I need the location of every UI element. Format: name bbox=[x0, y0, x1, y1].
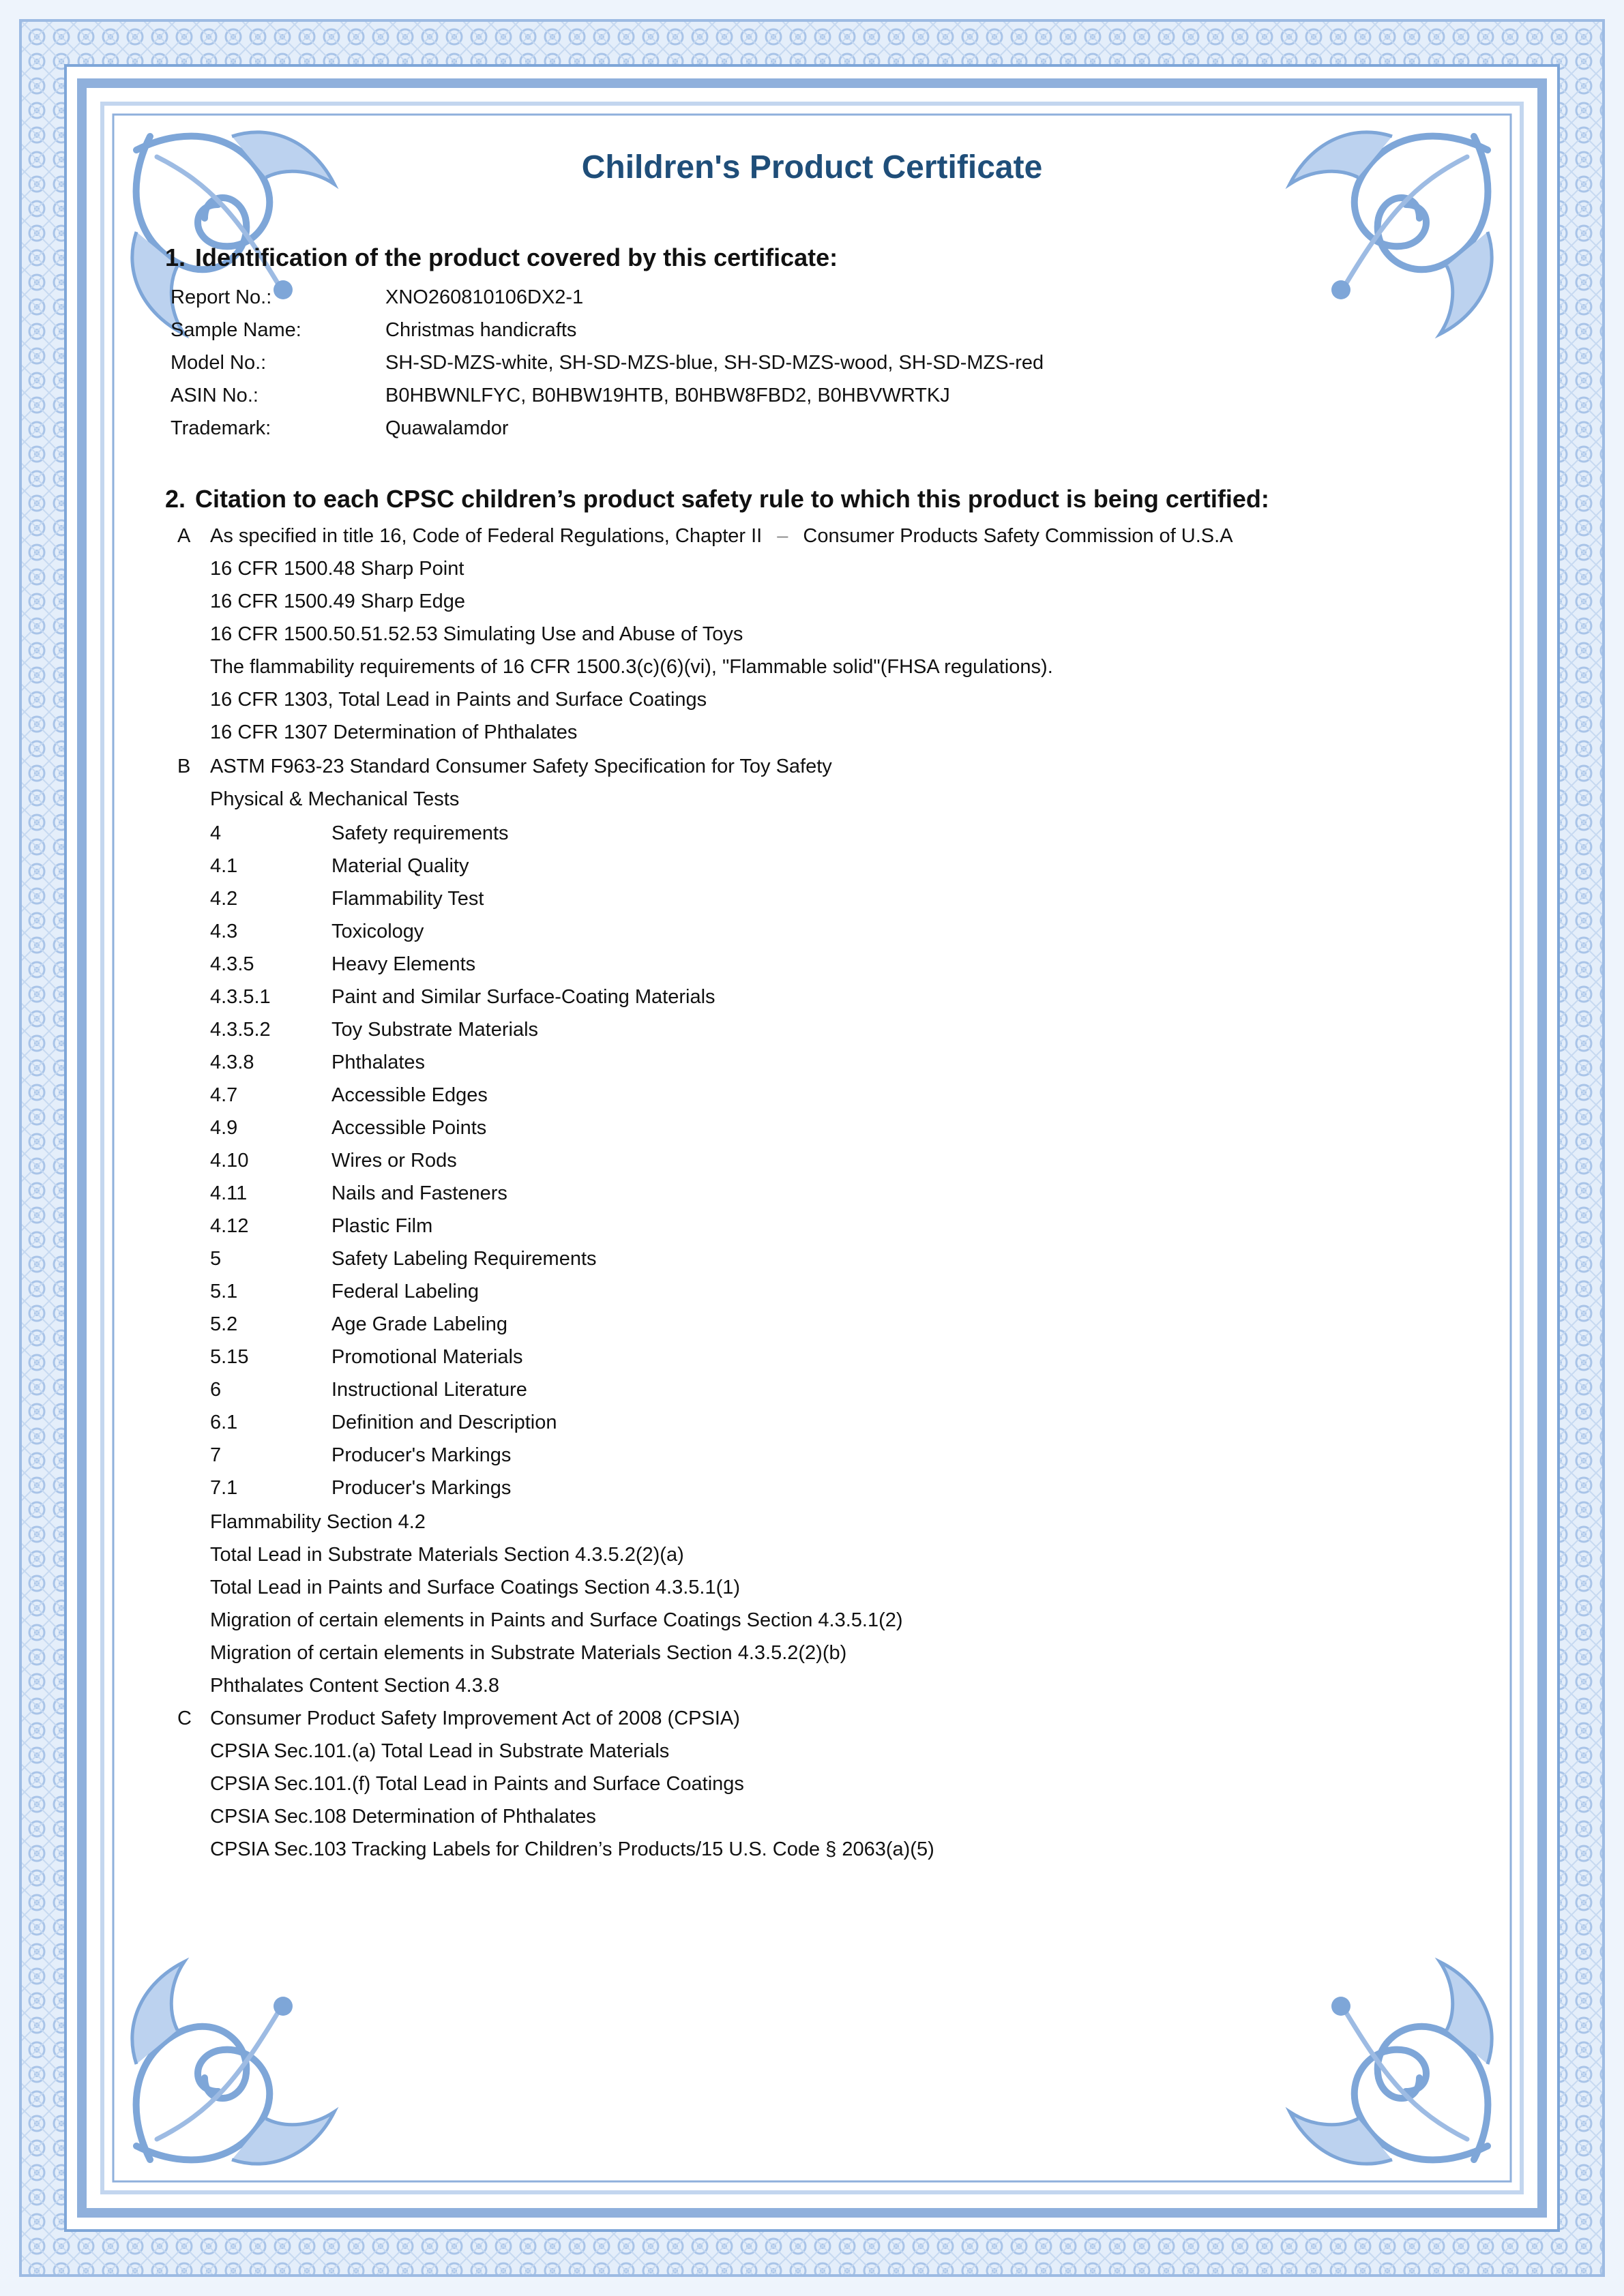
clause-number: 4 bbox=[210, 822, 222, 844]
citation-b-lead: ASTM F963-23 Standard Consumer Safety Specification for Toy Safety bbox=[210, 756, 832, 777]
clause-number: 4.1 bbox=[210, 855, 238, 877]
clause-number: 4.2 bbox=[210, 888, 238, 910]
citation-a-lead-tail: Consumer Products Safety Commission of U.S.A bbox=[803, 525, 1233, 547]
clause-title: Phthalates bbox=[331, 1052, 426, 1073]
clause-number: 5.15 bbox=[210, 1346, 249, 1368]
citation-b-line: Total Lead in Paints and Surface Coatings Section 4.3.5.1(1) bbox=[210, 1577, 741, 1598]
citation-c-line: CPSIA Sec.101.(f) Total Lead in Paints and Surface Coatings bbox=[210, 1773, 744, 1795]
clause-title: Toxicology bbox=[331, 921, 424, 942]
clause-title: Toy Substrate Materials bbox=[331, 1019, 539, 1041]
field-value: Christmas handicrafts bbox=[385, 319, 577, 341]
clause-title: Safety requirements bbox=[331, 822, 509, 844]
citation-b-line: Phthalates Content Section 4.3.8 bbox=[210, 1675, 500, 1697]
citation-c-line: CPSIA Sec.108 Determination of Phthalates bbox=[210, 1806, 596, 1828]
clause-number: 4.3 bbox=[210, 921, 238, 942]
citation-b-subheading: Physical & Mechanical Tests bbox=[210, 788, 460, 810]
clause-title: Definition and Description bbox=[331, 1412, 557, 1433]
clause-number: 4.12 bbox=[210, 1215, 249, 1237]
clause-number: 5.2 bbox=[210, 1313, 238, 1335]
citation-c-line: CPSIA Sec.101.(a) Total Lead in Substrate Materials bbox=[210, 1740, 670, 1762]
citation-a-line: 16 CFR 1500.48 Sharp Point bbox=[210, 558, 464, 580]
clause-number: 5.1 bbox=[210, 1281, 238, 1302]
field-label: ASIN No.: bbox=[171, 385, 259, 406]
citation-a-line: 16 CFR 1500.49 Sharp Edge bbox=[210, 591, 466, 612]
clause-title: Paint and Similar Surface-Coating Materials bbox=[331, 986, 715, 1008]
clause-title: Federal Labeling bbox=[331, 1281, 479, 1302]
citation-letter-c: C bbox=[177, 1708, 192, 1729]
citation-letter-b: B bbox=[177, 756, 191, 777]
field-label: Report No.: bbox=[171, 286, 272, 308]
clause-number: 4.7 bbox=[210, 1084, 238, 1106]
clause-title: Accessible Edges bbox=[331, 1084, 488, 1106]
citation-a-dash: – bbox=[777, 525, 788, 547]
field-value: Quawalamdor bbox=[385, 417, 509, 439]
clause-title: Producer's Markings bbox=[331, 1444, 512, 1466]
clause-title: Nails and Fasteners bbox=[331, 1182, 507, 1204]
field-label: Model No.: bbox=[171, 352, 267, 374]
field-value: B0HBWNLFYC, B0HBW19HTB, B0HBW8FBD2, B0HBVWRTKJ bbox=[385, 385, 950, 406]
citation-b-line: Migration of certain elements in Substrate Materials Section 4.3.5.2(2)(b) bbox=[210, 1642, 847, 1664]
section-1-heading bbox=[165, 243, 838, 272]
clause-title: Accessible Points bbox=[331, 1117, 487, 1139]
clause-number: 4.10 bbox=[210, 1150, 249, 1172]
clause-number: 7 bbox=[210, 1444, 222, 1466]
field-value: XNO260810106DX2-1 bbox=[385, 286, 584, 308]
citation-letter-a: A bbox=[177, 525, 191, 547]
citation-a-lead bbox=[210, 525, 1233, 548]
clause-number: 4.3.5 bbox=[210, 953, 254, 975]
clause-title: Producer's Markings bbox=[331, 1477, 512, 1499]
section-2-title: Citation to each CPSC children’s product safety rule to which this product is being certified: bbox=[195, 485, 1269, 513]
citation-a-lead-text: As specified in title 16, Code of Federal Regulations, Chapter II bbox=[210, 525, 763, 547]
citation-a-line: 16 CFR 1303, Total Lead in Paints and Surface Coatings bbox=[210, 689, 707, 711]
clause-title: Plastic Film bbox=[331, 1215, 433, 1237]
citation-b-line: Migration of certain elements in Paints and Surface Coatings Section 4.3.5.1(2) bbox=[210, 1609, 903, 1631]
citation-a-line: 16 CFR 1307 Determination of Phthalates bbox=[210, 721, 578, 743]
clause-number: 4.11 bbox=[210, 1182, 248, 1204]
clause-title: Wires or Rods bbox=[331, 1150, 457, 1172]
clause-title: Age Grade Labeling bbox=[331, 1313, 507, 1335]
field-label: Sample Name: bbox=[171, 319, 301, 341]
section-2-heading bbox=[165, 485, 1269, 513]
citation-c-lead: Consumer Product Safety Improvement Act of 2008 (CPSIA) bbox=[210, 1708, 740, 1729]
citation-b-line: Total Lead in Substrate Materials Section 4.3.5.2(2)(a) bbox=[210, 1544, 684, 1566]
clause-title: Material Quality bbox=[331, 855, 469, 877]
field-label: Trademark: bbox=[171, 417, 271, 439]
clause-number: 4.3.5.1 bbox=[210, 986, 271, 1008]
certificate-title: Children's Product Certificate bbox=[581, 149, 1043, 185]
citation-a-line: 16 CFR 1500.50.51.52.53 Simulating Use and Abuse of Toys bbox=[210, 623, 743, 645]
clause-number: 6.1 bbox=[210, 1412, 238, 1433]
section-1-title: Identification of the product covered by this certificate: bbox=[195, 243, 838, 271]
clause-title: Promotional Materials bbox=[331, 1346, 523, 1368]
citation-a-line: The flammability requirements of 16 CFR 1500.3(c)(6)(vi), "Flammable solid"(FHSA regulations). bbox=[210, 656, 1053, 678]
clause-number: 4.3.8 bbox=[210, 1052, 254, 1073]
clause-title: Heavy Elements bbox=[331, 953, 476, 975]
clause-title: Safety Labeling Requirements bbox=[331, 1248, 597, 1270]
clause-number: 4.9 bbox=[210, 1117, 238, 1139]
section-1-number: 1. bbox=[165, 243, 186, 271]
clause-number: 4.3.5.2 bbox=[210, 1019, 271, 1041]
section-2-number: 2. bbox=[165, 485, 186, 513]
field-value: SH-SD-MZS-white, SH-SD-MZS-blue, SH-SD-MZS-wood, SH-SD-MZS-red bbox=[385, 352, 1044, 374]
clause-title: Flammability Test bbox=[331, 888, 484, 910]
clause-number: 7.1 bbox=[210, 1477, 238, 1499]
clause-number: 6 bbox=[210, 1379, 222, 1401]
clause-number: 5 bbox=[210, 1248, 222, 1270]
clause-title: Instructional Literature bbox=[331, 1379, 527, 1401]
citation-c-line: CPSIA Sec.103 Tracking Labels for Children’s Products/15 U.S. Code § 2063(a)(5) bbox=[210, 1838, 934, 1860]
citation-b-line: Flammability Section 4.2 bbox=[210, 1511, 426, 1533]
